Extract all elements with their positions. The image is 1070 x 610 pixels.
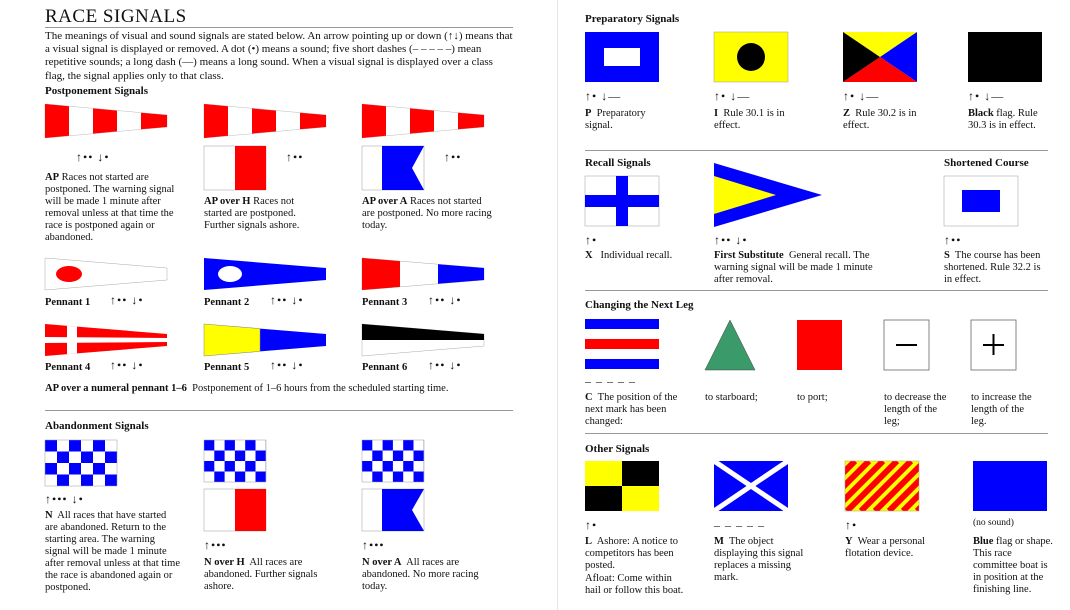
n-description: N All races that have started are abandoned. Return to the starting area. The warning signal will be made 1 minute after removal unless at that time the race is abandoned again or postponed. [45, 510, 180, 594]
blue-description: Blue flag or shape. This race committee boat is in position at the finishing line. [973, 536, 1053, 596]
decrease-label: to decrease the length of the leg; [884, 392, 947, 428]
pennant-6-signal: ↑•• ↓• [428, 358, 462, 372]
page-title: RACE SIGNALS [45, 6, 187, 27]
l-flag [585, 461, 659, 511]
s-flag [944, 176, 1018, 226]
y-description: Y Wear a personal flotation device. [845, 536, 926, 560]
section-shortened: Shortened Course [944, 157, 1029, 169]
pennant-2-label: Pennant 2 [204, 297, 250, 308]
first-substitute-flag [714, 163, 822, 227]
nh-h-flag [204, 489, 266, 531]
recall-rule [585, 290, 1048, 291]
ap-sound-signal: ↑•• ↓• [76, 150, 110, 164]
pennant-6-label: Pennant 6 [362, 362, 408, 373]
intro-text: The meanings of visual and sound signals are stated below. An arrow pointing up or down (↑↓) means that a visual signal is displayed or removed. A dot (•) means a sound; five short dashes (– – – – –) mean repetitive sounds; a long dash (—) means a long sound. When a visual signal is displayed over a class flag, the signal applies only to that class. [45, 30, 513, 82]
red-rectangle-shape [797, 320, 842, 370]
l-description: L Ashore: A notice to competitors has been posted. [585, 536, 679, 572]
pennant-3-label: Pennant 3 [362, 297, 408, 308]
nh-n-flag [204, 440, 266, 482]
z-signal: ↑• ↓— [843, 89, 880, 103]
pennant-2-signal: ↑•• ↓• [270, 293, 304, 307]
apa-sound-signal: ↑•• [444, 150, 462, 164]
x-flag [585, 176, 659, 226]
section-postponement: Postponement Signals [45, 85, 148, 97]
pennant-1-signal: ↑•• ↓• [110, 293, 144, 307]
na-description: N over A All races are abandoned. No more racing today. [362, 557, 479, 593]
apa-description: AP over A Races not started are postponed. No more racing today. [362, 196, 492, 232]
pennant-2-flag [204, 258, 326, 290]
green-triangle-shape [705, 320, 755, 370]
ap-pennant-flag-h [204, 104, 326, 138]
starboard-label: to starboard; [705, 392, 758, 403]
c-signal: – – – – – [585, 374, 636, 388]
y-flag [845, 461, 919, 511]
column-divider [557, 0, 558, 610]
a-flag [362, 146, 424, 190]
black-signal: ↑• ↓— [968, 89, 1005, 103]
z-description: Z Rule 30.2 is in effect. [843, 108, 917, 132]
black-flag [968, 32, 1042, 82]
ap-description: AP Races not started are postponed. The warning signal will be made 1 minute after removal unless at that time the race is postponed again or abandoned. [45, 172, 175, 244]
l-description-afloat: Afloat: Come within hail or follow this boat. [585, 573, 684, 597]
nh-sound-signal: ↑••• [204, 538, 227, 552]
pennant-6-flag [362, 324, 484, 356]
changing-rule [585, 433, 1048, 434]
postponement-rule [45, 410, 513, 411]
m-flag [714, 461, 788, 511]
numeral-description: AP over a numeral pennant 1–6 Postponement of 1–6 hours from the scheduled starting time. [45, 383, 449, 394]
ap-pennant-flag-a [362, 104, 484, 138]
na-a-flag [362, 489, 424, 531]
i-signal: ↑• ↓— [714, 89, 751, 103]
nh-description: N over H All races are abandoned. Further signals ashore. [204, 557, 318, 593]
section-preparatory: Preparatory Signals [585, 13, 680, 25]
minus-sign-flag [884, 320, 929, 370]
blue-flag [973, 461, 1047, 511]
n-flag [45, 440, 117, 486]
blue-signal: (no sound) [973, 518, 1014, 528]
z-flag [843, 32, 917, 82]
y-signal: ↑• [845, 518, 858, 532]
na-n-flag [362, 440, 424, 482]
aph-description: AP over H Races not started are postponed. Further signals ashore. [204, 196, 300, 232]
m-signal: – – – – – [714, 518, 765, 532]
x-description: X Individual recall. [585, 250, 673, 261]
n-sound-signal: ↑••• ↓• [45, 492, 84, 506]
title-rule [45, 27, 513, 28]
pennant-1-label: Pennant 1 [45, 297, 91, 308]
section-other: Other Signals [585, 443, 650, 455]
section-abandonment: Abandonment Signals [45, 420, 149, 432]
m-description: M The object displaying this signal replaces a missing mark. [714, 536, 804, 584]
p-description: P Preparatory signal. [585, 108, 646, 132]
p-signal: ↑• ↓— [585, 89, 622, 103]
section-changing: Changing the Next Leg [585, 299, 694, 311]
pennant-4-signal: ↑•• ↓• [110, 358, 144, 372]
ap-pennant-flag [45, 104, 167, 138]
pennant-4-flag [45, 324, 167, 356]
s-description: S The course has been shortened. Rule 32.2 is in effect. [944, 250, 1041, 286]
pennant-5-signal: ↑•• ↓• [270, 358, 304, 372]
p-flag [585, 32, 659, 82]
c-flag [585, 319, 659, 369]
i-flag [714, 32, 788, 82]
pennant-5-flag [204, 324, 326, 356]
pennant-3-flag [362, 258, 484, 290]
port-label: to port; [797, 392, 828, 403]
s-signal: ↑•• [944, 233, 962, 247]
black-description: Black flag. Rule 30.3 is in effect. [968, 108, 1038, 132]
increase-label: to increase the length of the leg. [971, 392, 1032, 428]
x-signal: ↑• [585, 233, 598, 247]
pennant-3-signal: ↑•• ↓• [428, 293, 462, 307]
plus-sign-flag [971, 320, 1016, 370]
i-description: I Rule 30.1 is in effect. [714, 108, 785, 132]
h-flag [204, 146, 266, 190]
na-sound-signal: ↑••• [362, 538, 385, 552]
aph-sound-signal: ↑•• [286, 150, 304, 164]
c-description: C The position of the next mark has been changed: [585, 392, 678, 428]
pennant-1-flag [45, 258, 167, 290]
pennant-4-label: Pennant 4 [45, 362, 91, 373]
preparatory-rule [585, 150, 1048, 151]
first-substitute-signal: ↑•• ↓• [714, 233, 748, 247]
l-signal: ↑• [585, 518, 598, 532]
pennant-5-label: Pennant 5 [204, 362, 250, 373]
section-recall: Recall Signals [585, 157, 651, 169]
first-substitute-description: First Substitute General recall. The warning signal will be made 1 minute after removal. [714, 250, 873, 286]
